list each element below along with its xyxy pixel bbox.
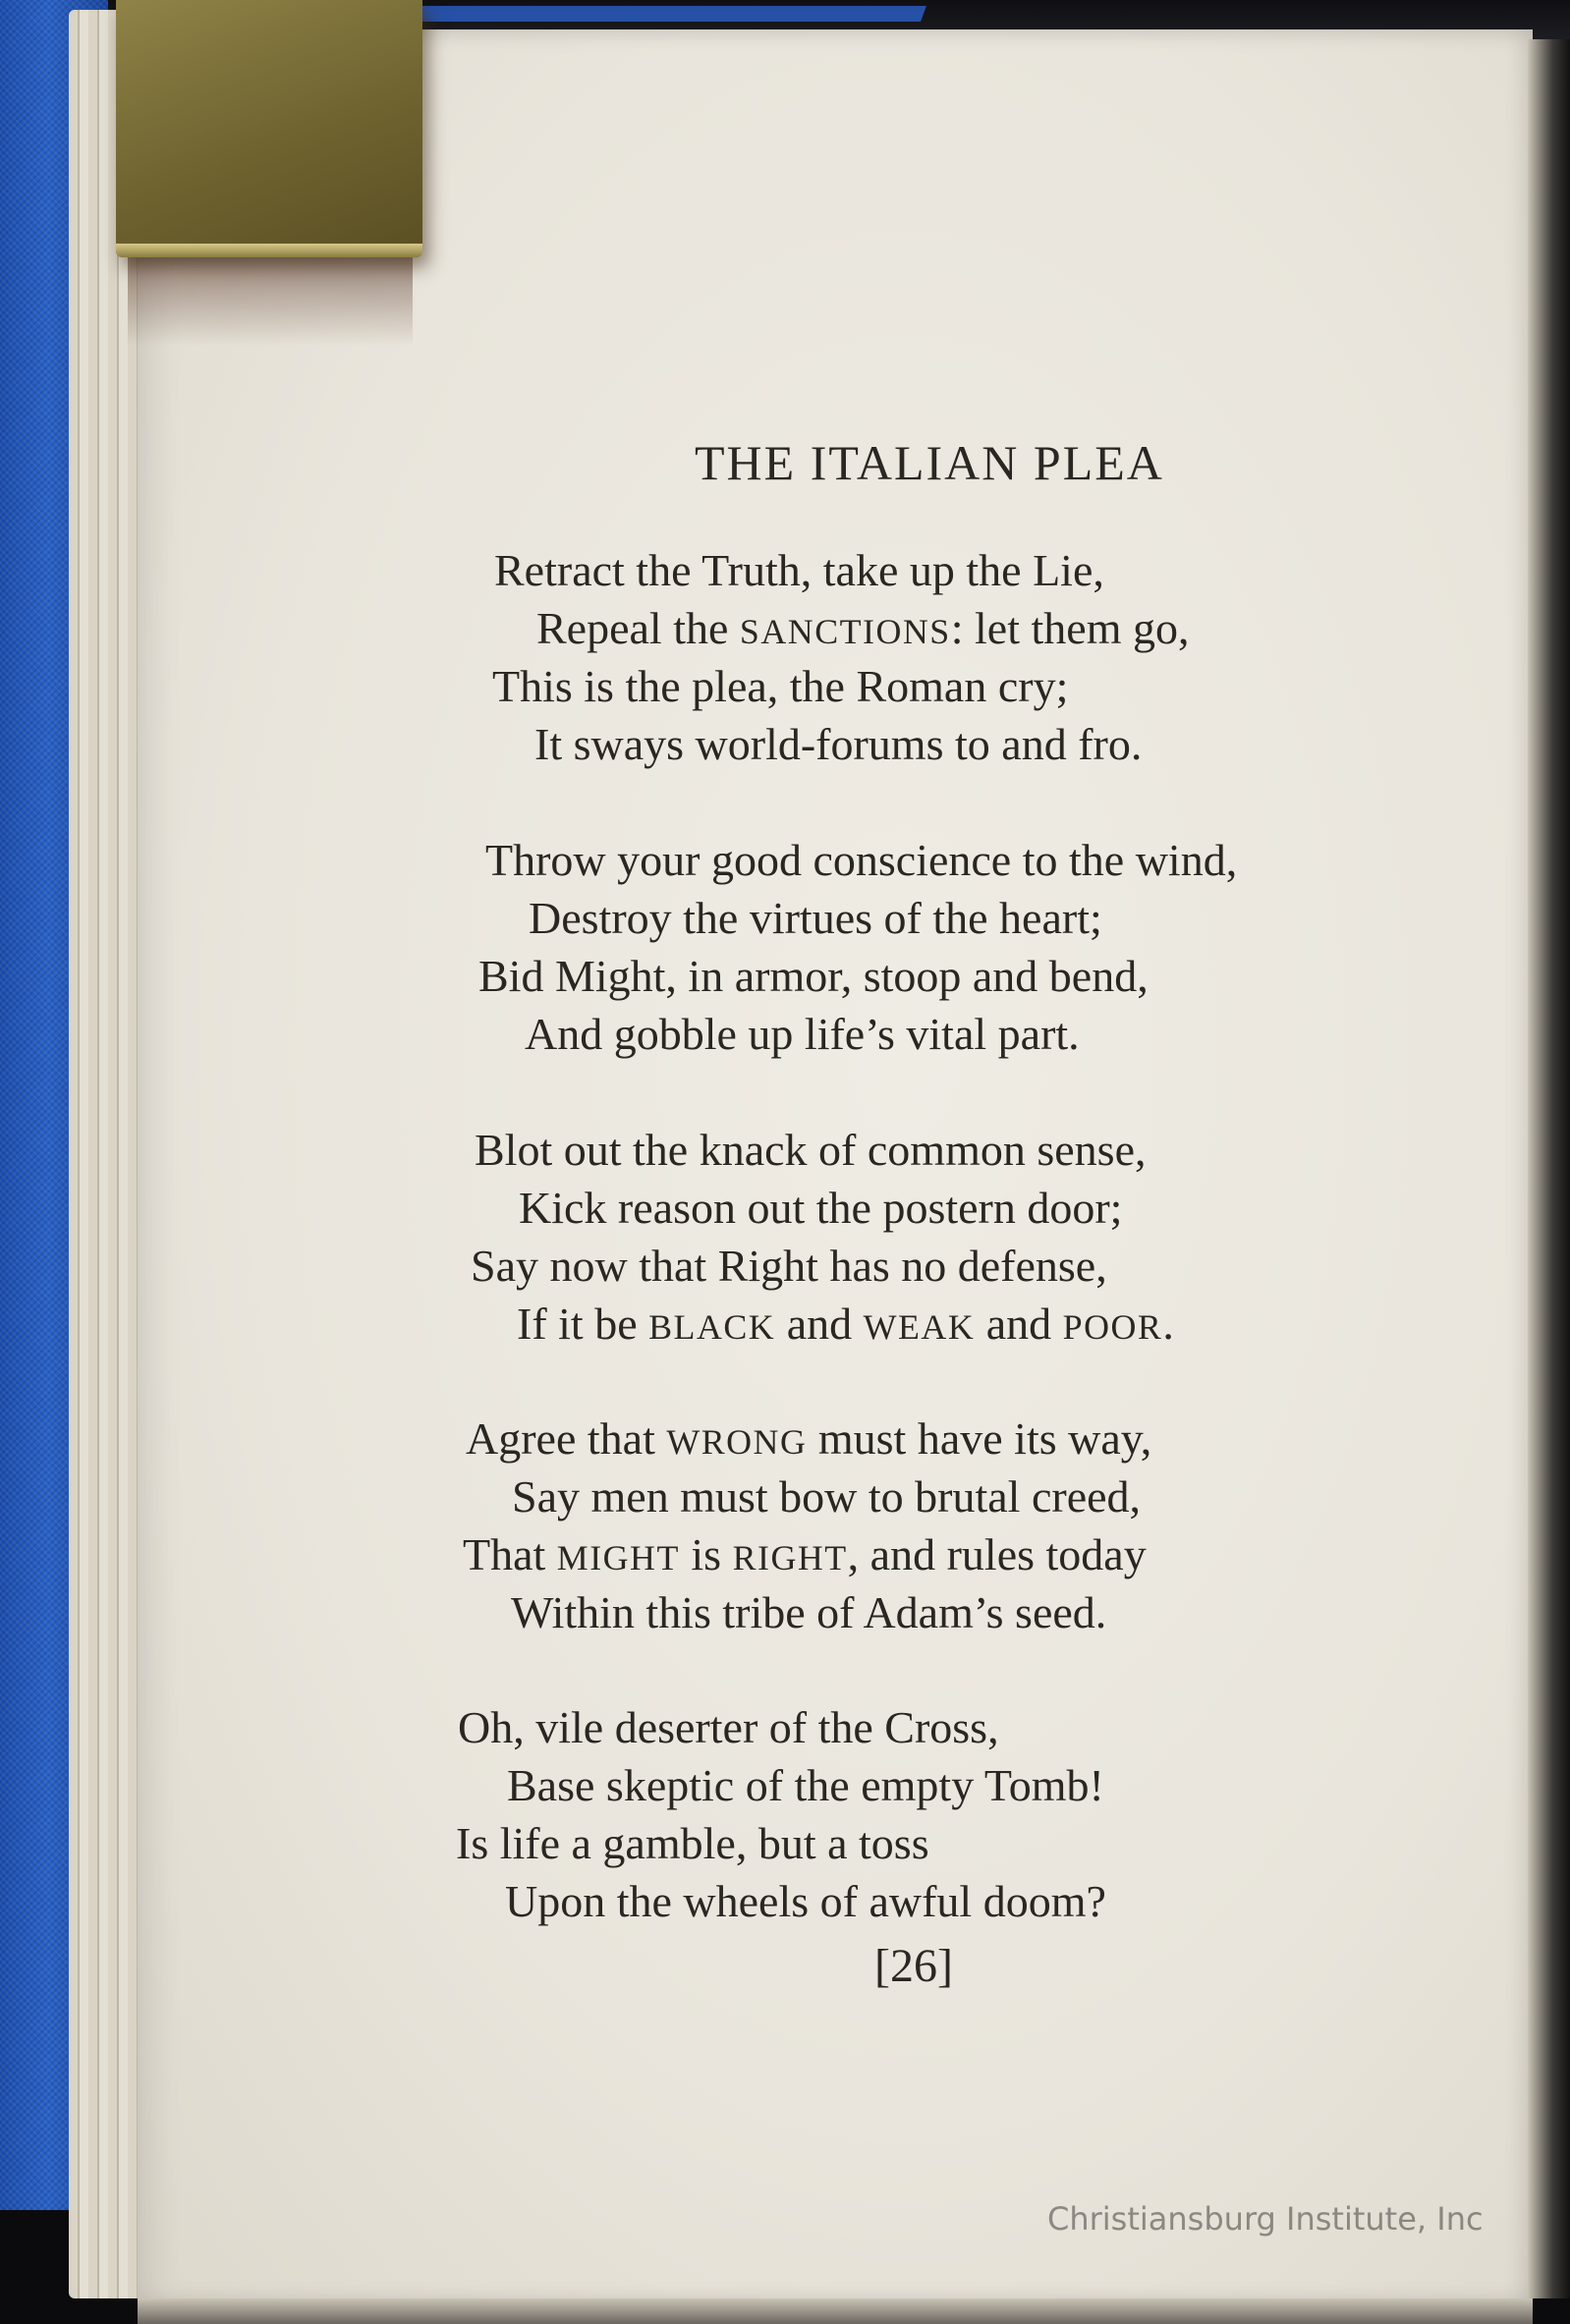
page-bottom-edge (138, 2298, 1533, 2324)
line-text: is (679, 1529, 733, 1579)
line-text: Retract the Truth, take up the Lie, (494, 545, 1104, 595)
small-caps-word: WEAK (863, 1307, 976, 1347)
poem-line (471, 1241, 1107, 1291)
poem-line (505, 1876, 1106, 1926)
poem-line (507, 1760, 1104, 1810)
line-text: and (775, 1299, 864, 1349)
poem-line (456, 1818, 929, 1868)
small-caps-word: BLACK (648, 1307, 776, 1347)
poem-line (512, 1471, 1142, 1522)
poem-line (463, 1529, 1147, 1579)
brass-bookmark (116, 0, 422, 255)
line-text: This is the plea, the Roman cry; (492, 661, 1069, 711)
line-text: Within this tribe of Adam’s seed. (511, 1587, 1107, 1637)
line-text: If it be (517, 1299, 649, 1349)
line-text: Base skeptic of the empty Tomb! (507, 1760, 1104, 1810)
brass-bookmark-rim (116, 244, 422, 257)
small-caps-word: SANCTIONS (739, 612, 951, 651)
line-text: Agree that (466, 1413, 667, 1464)
line-text: And gobble up life’s vital part. (525, 1009, 1080, 1059)
small-caps-word: MIGHT (556, 1538, 680, 1577)
bookmark-shadow (128, 257, 413, 346)
poem-line (517, 1301, 1174, 1347)
poem-line (485, 835, 1238, 885)
line-text: Throw your good conscience to the wind, (485, 835, 1238, 885)
line-text: must have its way, (807, 1413, 1152, 1464)
poem-line (511, 1587, 1107, 1637)
line-text: Say now that Right has no defense, (471, 1241, 1107, 1291)
line-text: Kick reason out the postern door; (519, 1183, 1123, 1233)
line-text: Say men must bow to brutal creed, (512, 1471, 1142, 1522)
line-text: Oh, vile deserter of the Cross, (458, 1702, 999, 1752)
small-caps-word: WRONG (666, 1422, 808, 1462)
poem-title: THE ITALIAN PLEA (695, 435, 1164, 490)
poem-line (534, 719, 1143, 769)
line-text: Bid Might, in armor, stoop and bend, (478, 951, 1149, 1001)
poem-line (494, 545, 1104, 595)
line-text: Blot out the knack of common sense, (475, 1125, 1147, 1175)
line-text: : let them go, (950, 603, 1190, 653)
cover-top-strip (410, 6, 926, 22)
small-caps-word: POOR (1062, 1307, 1163, 1347)
line-text: It sways world-forums to and fro. (534, 719, 1143, 769)
poem-line (519, 1183, 1123, 1233)
page-right-edge (1528, 39, 1570, 2298)
poem-line (492, 661, 1069, 711)
line-text: Is life a gamble, but a toss (456, 1818, 929, 1868)
poem-line (466, 1413, 1152, 1464)
line-text: That (463, 1529, 557, 1579)
page-number: [26] (874, 1940, 953, 1992)
line-text: and (975, 1299, 1063, 1349)
poem-line (529, 893, 1102, 943)
line-text: . (1162, 1299, 1174, 1349)
line-text: Repeal the (536, 603, 740, 653)
poem-line (536, 603, 1190, 653)
poem-line (475, 1125, 1147, 1175)
line-text: Upon the wheels of awful doom? (505, 1876, 1106, 1926)
poem-line (478, 951, 1149, 1001)
small-caps-word: RIGHT (732, 1538, 848, 1577)
watermark-text: Christiansburg Institute, Inc (1047, 2200, 1484, 2238)
line-text: Destroy the virtues of the heart; (529, 893, 1102, 943)
poem-line (458, 1702, 999, 1752)
poem-line (525, 1009, 1080, 1059)
line-text: , and rules today (847, 1529, 1147, 1579)
